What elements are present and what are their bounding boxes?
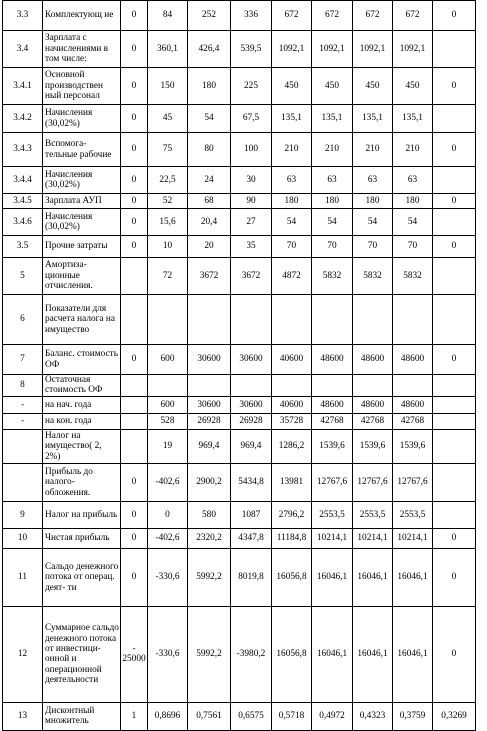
value-cell [433, 105, 476, 133]
value-cell: 5832 [393, 258, 433, 295]
value-cell: 70 [272, 236, 312, 258]
value-cell: 48600 [312, 396, 353, 413]
value-cell: 180 [353, 194, 393, 209]
row-code: 9 [3, 501, 43, 528]
value-cell: 0 [121, 528, 148, 548]
value-cell: 1286,2 [272, 429, 312, 463]
value-cell: 75 [148, 133, 188, 167]
value-cell: 80 [188, 133, 231, 167]
value-cell: 63 [353, 167, 393, 194]
row-label: Начисления (30,02%) [43, 167, 121, 194]
value-cell: 252 [188, 1, 231, 31]
value-cell: 135,1 [393, 105, 433, 133]
value-cell: 16046,1 [353, 606, 393, 702]
value-cell: 1092,1 [393, 31, 433, 68]
value-cell: 0 [433, 528, 476, 548]
table-row [3, 413, 476, 429]
value-cell: 450 [393, 68, 433, 105]
value-cell: -402,6 [148, 528, 188, 548]
value-cell [353, 295, 393, 345]
value-cell: 54 [393, 209, 433, 236]
row-label: Основной производствен ный персонал [43, 68, 121, 105]
row-code: - [3, 396, 43, 413]
value-cell: 0 [433, 194, 476, 209]
row-label: Начисления (30,02%) [43, 105, 121, 133]
value-cell: 2900,2 [188, 463, 231, 501]
value-cell: 12767,6 [393, 463, 433, 501]
value-cell [433, 396, 476, 413]
value-cell: 1539,6 [353, 429, 393, 463]
table-row [3, 31, 476, 68]
value-cell: 180 [312, 194, 353, 209]
row-code: 13 [3, 702, 43, 730]
row-code: 3.4 [3, 31, 43, 68]
value-cell: 672 [312, 1, 353, 31]
table-row [3, 501, 476, 528]
value-cell [231, 375, 272, 397]
table-row [3, 209, 476, 236]
value-cell [272, 375, 312, 397]
value-cell: 20,4 [188, 209, 231, 236]
value-cell: 1092,1 [353, 31, 393, 68]
value-cell: 1539,6 [393, 429, 433, 463]
value-cell: 0,7561 [188, 702, 231, 730]
value-cell: 0,4972 [312, 702, 353, 730]
value-cell: 48600 [393, 396, 433, 413]
value-cell: 5992,2 [188, 606, 231, 702]
value-cell: 63 [272, 167, 312, 194]
value-cell: 19 [148, 429, 188, 463]
value-cell: 48600 [353, 396, 393, 413]
financial-table [2, 0, 476, 731]
value-cell: 0 [433, 1, 476, 31]
value-cell: 2796,2 [272, 501, 312, 528]
table-row [3, 68, 476, 105]
table-row [3, 258, 476, 295]
value-cell: 135,1 [353, 105, 393, 133]
value-cell [188, 375, 231, 397]
value-cell: 54 [312, 209, 353, 236]
value-cell: 26928 [231, 413, 272, 429]
value-cell [433, 31, 476, 68]
value-cell: 12767,6 [353, 463, 393, 501]
value-cell: 70 [393, 236, 433, 258]
value-cell [231, 295, 272, 345]
row-label: Дисконтный множитель [43, 702, 121, 730]
value-cell [433, 209, 476, 236]
value-cell [188, 295, 231, 345]
row-code: 3.4.1 [3, 68, 43, 105]
row-label: Зарплата с начислениями в том числе: [43, 31, 121, 68]
value-cell: 1092,1 [272, 31, 312, 68]
value-cell [121, 258, 148, 295]
table-row [3, 548, 476, 606]
value-cell: 16046,1 [393, 548, 433, 606]
table-row [3, 167, 476, 194]
value-cell: 2320,2 [188, 528, 231, 548]
value-cell [121, 295, 148, 345]
value-cell [393, 375, 433, 397]
value-cell [272, 295, 312, 345]
value-cell: 539,5 [231, 31, 272, 68]
value-cell: 42768 [353, 413, 393, 429]
value-cell: 16046,1 [312, 606, 353, 702]
row-label: Показатели для расчета налога на имущество [43, 295, 121, 345]
value-cell: 0 [433, 606, 476, 702]
value-cell: 180 [188, 68, 231, 105]
value-cell: 10214,1 [312, 528, 353, 548]
value-cell: 90 [231, 194, 272, 209]
value-cell: 54 [353, 209, 393, 236]
value-cell: 72 [148, 258, 188, 295]
value-cell: 70 [353, 236, 393, 258]
value-cell: 4347,8 [231, 528, 272, 548]
value-cell: 5992,2 [188, 548, 231, 606]
value-cell: 8019,8 [231, 548, 272, 606]
value-cell: 2553,5 [353, 501, 393, 528]
row-code: 7 [3, 345, 43, 375]
value-cell [433, 167, 476, 194]
table-row [3, 528, 476, 548]
value-cell: 150 [148, 68, 188, 105]
row-code [3, 463, 43, 501]
value-cell: 180 [272, 194, 312, 209]
value-cell: 100 [231, 133, 272, 167]
row-code: 3.5 [3, 236, 43, 258]
value-cell: 40600 [272, 396, 312, 413]
value-cell: 63 [393, 167, 433, 194]
row-label: Чистая прибыль [43, 528, 121, 548]
value-cell: 1087 [231, 501, 272, 528]
row-label: Сальдо денежного потока от операц. деят- ти [43, 548, 121, 606]
value-cell: 580 [188, 501, 231, 528]
row-code: - [3, 413, 43, 429]
value-cell: 135,1 [312, 105, 353, 133]
row-code: 3.4.3 [3, 133, 43, 167]
value-cell [121, 375, 148, 397]
value-cell: 0 [121, 548, 148, 606]
value-cell: 30 [231, 167, 272, 194]
row-code: 12 [3, 606, 43, 702]
value-cell: 0 [121, 236, 148, 258]
value-cell [121, 396, 148, 413]
value-cell: 35728 [272, 413, 312, 429]
value-cell: 27 [231, 209, 272, 236]
value-cell: 24 [188, 167, 231, 194]
value-cell: 67,5 [231, 105, 272, 133]
row-code: 8 [3, 375, 43, 397]
value-cell [433, 429, 476, 463]
value-cell: 0 [121, 501, 148, 528]
value-cell: 3672 [231, 258, 272, 295]
value-cell: 360,1 [148, 31, 188, 68]
value-cell: 0 [121, 105, 148, 133]
value-cell: 48600 [312, 345, 353, 375]
value-cell: 30600 [231, 396, 272, 413]
value-cell: 210 [393, 133, 433, 167]
value-cell: 0 [121, 345, 148, 375]
value-cell: 1 [121, 702, 148, 730]
value-cell: 5832 [353, 258, 393, 295]
value-cell [353, 375, 393, 397]
value-cell [433, 501, 476, 528]
row-label: Прибыль до налого- обложения. [43, 463, 121, 501]
value-cell: 0 [433, 345, 476, 375]
value-cell: 10 [148, 236, 188, 258]
value-cell: 672 [353, 1, 393, 31]
value-cell: 336 [231, 1, 272, 31]
value-cell: -330,6 [148, 606, 188, 702]
value-cell: 54 [272, 209, 312, 236]
row-code [3, 429, 43, 463]
value-cell: 48600 [353, 345, 393, 375]
value-cell: 528 [148, 413, 188, 429]
table-row [3, 429, 476, 463]
value-cell: 0 [433, 68, 476, 105]
value-cell: 969,4 [231, 429, 272, 463]
value-cell: 45 [148, 105, 188, 133]
value-cell: 0,4323 [353, 702, 393, 730]
value-cell: 600 [148, 345, 188, 375]
value-cell: 1092,1 [312, 31, 353, 68]
value-cell: 2553,5 [312, 501, 353, 528]
value-cell: 12767,6 [312, 463, 353, 501]
value-cell: 16046,1 [312, 548, 353, 606]
value-cell: 13981 [272, 463, 312, 501]
row-label: Комплектующ ие [43, 1, 121, 31]
row-code: 10 [3, 528, 43, 548]
value-cell: 450 [353, 68, 393, 105]
row-label: Баланс. стоимость ОФ [43, 345, 121, 375]
table-row [3, 463, 476, 501]
value-cell: 42768 [393, 413, 433, 429]
row-code: 3.4.6 [3, 209, 43, 236]
table-row [3, 105, 476, 133]
value-cell: 16056,8 [272, 548, 312, 606]
table-row [3, 396, 476, 413]
value-cell [433, 295, 476, 345]
value-cell: 0 [121, 194, 148, 209]
row-label: Амортиза- ционные отчисления. [43, 258, 121, 295]
value-cell: 16056,8 [272, 606, 312, 702]
value-cell: 0 [148, 501, 188, 528]
value-cell: 52 [148, 194, 188, 209]
table-row [3, 295, 476, 345]
value-cell: 0 [121, 463, 148, 501]
value-cell: - 25000 [121, 606, 148, 702]
value-cell: 0,6575 [231, 702, 272, 730]
row-label: Остаточная стоимость ОФ [43, 375, 121, 397]
value-cell: 0 [121, 133, 148, 167]
value-cell: 54 [188, 105, 231, 133]
value-cell: -3980,2 [231, 606, 272, 702]
value-cell [121, 413, 148, 429]
table-row [3, 1, 476, 31]
value-cell: 68 [188, 194, 231, 209]
value-cell [433, 375, 476, 397]
value-cell: 672 [272, 1, 312, 31]
value-cell: 3672 [188, 258, 231, 295]
row-label: Налог на прибыль [43, 501, 121, 528]
value-cell: 70 [312, 236, 353, 258]
table-row [3, 702, 476, 730]
value-cell: 0,5718 [272, 702, 312, 730]
value-cell: 0 [121, 167, 148, 194]
value-cell: 225 [231, 68, 272, 105]
value-cell: 15,6 [148, 209, 188, 236]
value-cell: 42768 [312, 413, 353, 429]
value-cell: 0 [433, 236, 476, 258]
value-cell: 26928 [188, 413, 231, 429]
value-cell: 0,8696 [148, 702, 188, 730]
row-code: 3.4.5 [3, 194, 43, 209]
value-cell: 450 [312, 68, 353, 105]
value-cell: 0 [121, 209, 148, 236]
value-cell: 600 [148, 396, 188, 413]
table-body [3, 1, 476, 731]
value-cell: 210 [312, 133, 353, 167]
value-cell: 4872 [272, 258, 312, 295]
table-row [3, 606, 476, 702]
value-cell: 135,1 [272, 105, 312, 133]
value-cell: 450 [272, 68, 312, 105]
value-cell: 5832 [312, 258, 353, 295]
value-cell: 0 [121, 31, 148, 68]
value-cell [433, 258, 476, 295]
value-cell: 2553,5 [393, 501, 433, 528]
row-code: 11 [3, 548, 43, 606]
value-cell [148, 375, 188, 397]
value-cell: 969,4 [188, 429, 231, 463]
value-cell: 0 [121, 1, 148, 31]
value-cell: 0 [433, 133, 476, 167]
row-label: на нач. года [43, 396, 121, 413]
value-cell: 20 [188, 236, 231, 258]
value-cell: 210 [272, 133, 312, 167]
table-row [3, 133, 476, 167]
value-cell: 0,3269 [433, 702, 476, 730]
value-cell: 30600 [231, 345, 272, 375]
value-cell [148, 295, 188, 345]
value-cell: 210 [353, 133, 393, 167]
value-cell [312, 375, 353, 397]
row-label: на кон. года [43, 413, 121, 429]
value-cell: -330,6 [148, 548, 188, 606]
value-cell: 672 [393, 1, 433, 31]
row-code: 3.4.4 [3, 167, 43, 194]
value-cell: 35 [231, 236, 272, 258]
row-label: Начисления (30,02%) [43, 209, 121, 236]
table-row [3, 194, 476, 209]
value-cell: 1539,6 [312, 429, 353, 463]
value-cell: 48600 [393, 345, 433, 375]
table-row [3, 236, 476, 258]
value-cell: 40600 [272, 345, 312, 375]
value-cell: 30600 [188, 396, 231, 413]
value-cell: 180 [393, 194, 433, 209]
value-cell: 10214,1 [393, 528, 433, 548]
row-code: 6 [3, 295, 43, 345]
row-label: Прочие затраты [43, 236, 121, 258]
value-cell: 22,5 [148, 167, 188, 194]
row-code: 3.4.2 [3, 105, 43, 133]
value-cell [433, 413, 476, 429]
row-code: 3.3 [3, 1, 43, 31]
value-cell: 16046,1 [393, 606, 433, 702]
table-row [3, 375, 476, 397]
value-cell: 84 [148, 1, 188, 31]
value-cell [433, 463, 476, 501]
value-cell: 0 [433, 548, 476, 606]
value-cell: 16046,1 [353, 548, 393, 606]
value-cell [393, 295, 433, 345]
value-cell: -402,6 [148, 463, 188, 501]
value-cell: 30600 [188, 345, 231, 375]
table-row [3, 345, 476, 375]
value-cell: 0 [121, 68, 148, 105]
value-cell: 5434,8 [231, 463, 272, 501]
value-cell: 11184,8 [272, 528, 312, 548]
row-code: 5 [3, 258, 43, 295]
row-label: Вспомога- тельные рабочие [43, 133, 121, 167]
row-label: Зарплата АУП [43, 194, 121, 209]
value-cell: 426,4 [188, 31, 231, 68]
value-cell [121, 429, 148, 463]
row-label: Налог на имущество( 2, 2%) [43, 429, 121, 463]
value-cell [312, 295, 353, 345]
value-cell: 63 [312, 167, 353, 194]
value-cell: 10214,1 [353, 528, 393, 548]
row-label: Суммарное сальдо денежного потока от инвестици- онной и операционной деятельности [43, 606, 121, 702]
value-cell: 0,3759 [393, 702, 433, 730]
